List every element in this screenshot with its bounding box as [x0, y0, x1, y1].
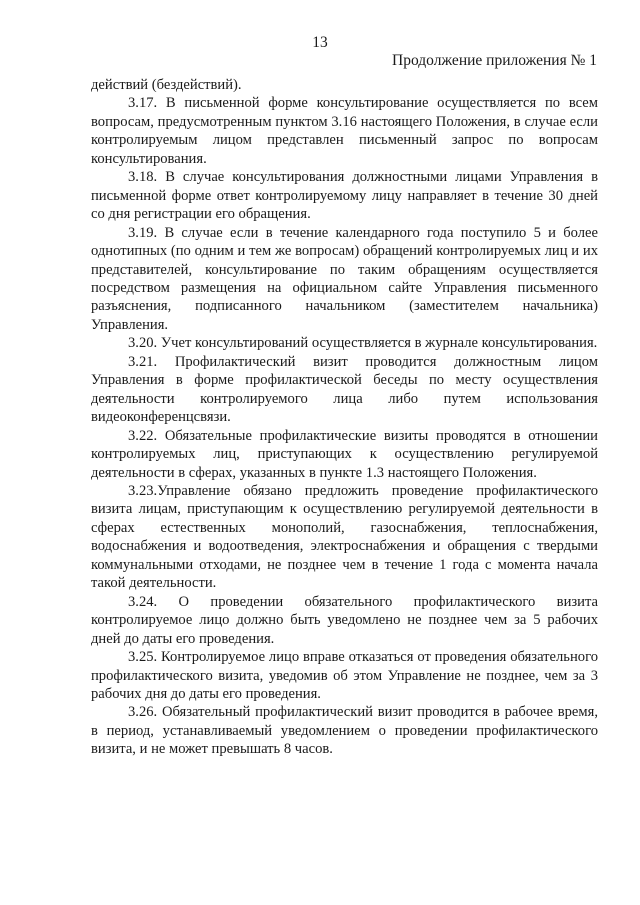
paragraph-3-18: 3.18. В случае консультирования должностными лицами Управления в письменной форме ответ контролируемому лицу направляет в течение 30 дней со дня регистрации его обращения. — [91, 169, 598, 223]
paragraph-3-25: 3.25. Контролируемое лицо вправе отказаться от проведения обязательного профилактического визита, уведомив об этом Управление не позднее, чем за 3 рабочих дня до даты его проведения. — [91, 649, 598, 702]
appendix-note: Продолжение приложения № 1 — [392, 52, 597, 69]
document-body — [91, 76, 598, 759]
paragraph-3-21: 3.21. Профилактический визит проводится должностным лицом Управления в форме профилактической беседы по месту осуществления деятельности контролируемого лица либо путем использования видеоконференцсвязи. — [91, 353, 598, 426]
paragraph-3-23: 3.23.Управление обязано предложить проведение профилактического визита лицам, приступающим к осуществлению регулируемой деятельности в сферах естественных монополий, газоснабжения, теплоснабжения, водоснабжения и водоотведения, электроснабжения и обращения с твердыми коммунальными отходами, не позднее чем в течение 1 года с момента начала такой деятельности. — [91, 482, 598, 592]
paragraph-3-20: 3.20. Учет консультирований осуществляется в журнале консультирования. — [128, 335, 598, 352]
page-number: 13 — [312, 34, 328, 51]
paragraph-3-17: 3.17. В письменной форме консультирование осуществляется по всем вопросам, предусмотренным пунктом 3.16 настоящего Положения, в случае если контролируемым лицом представлен письменный запрос по вопросам консультирования. — [91, 95, 598, 167]
paragraph-3-19: 3.19. В случае если в течение календарного года поступило 5 и более однотипных (по одним и тем же вопросам) обращений контролируемых лиц и их представителей, консультирование по таким обращениям осуществляется посредством размещения на официальном сайте Управления письменного разъяснения, подписанного начальником (заместителем начальника) Управления. — [91, 224, 598, 333]
paragraph-3-22: 3.22. Обязательные профилактические визиты проводятся в отношении контролируемых лиц, приступающих к осуществлению регулируемой деятельности в сферах, указанных в пункте 1.3 настоящего Положения. — [91, 427, 598, 481]
paragraph-3-24: 3.24. О проведении обязательного профилактического визита контролируемое лицо должно быть уведомлено не позднее чем за 5 рабочих дней до даты его проведения. — [91, 593, 598, 647]
paragraph-3-26: 3.26. Обязательный профилактический визит проводится в рабочее время, в период, устанавливаемый уведомлением о проведении профилактического визита, и не может превышать 8 часов. — [91, 704, 598, 758]
paragraph-continuation: действий (бездействий). — [91, 77, 242, 93]
